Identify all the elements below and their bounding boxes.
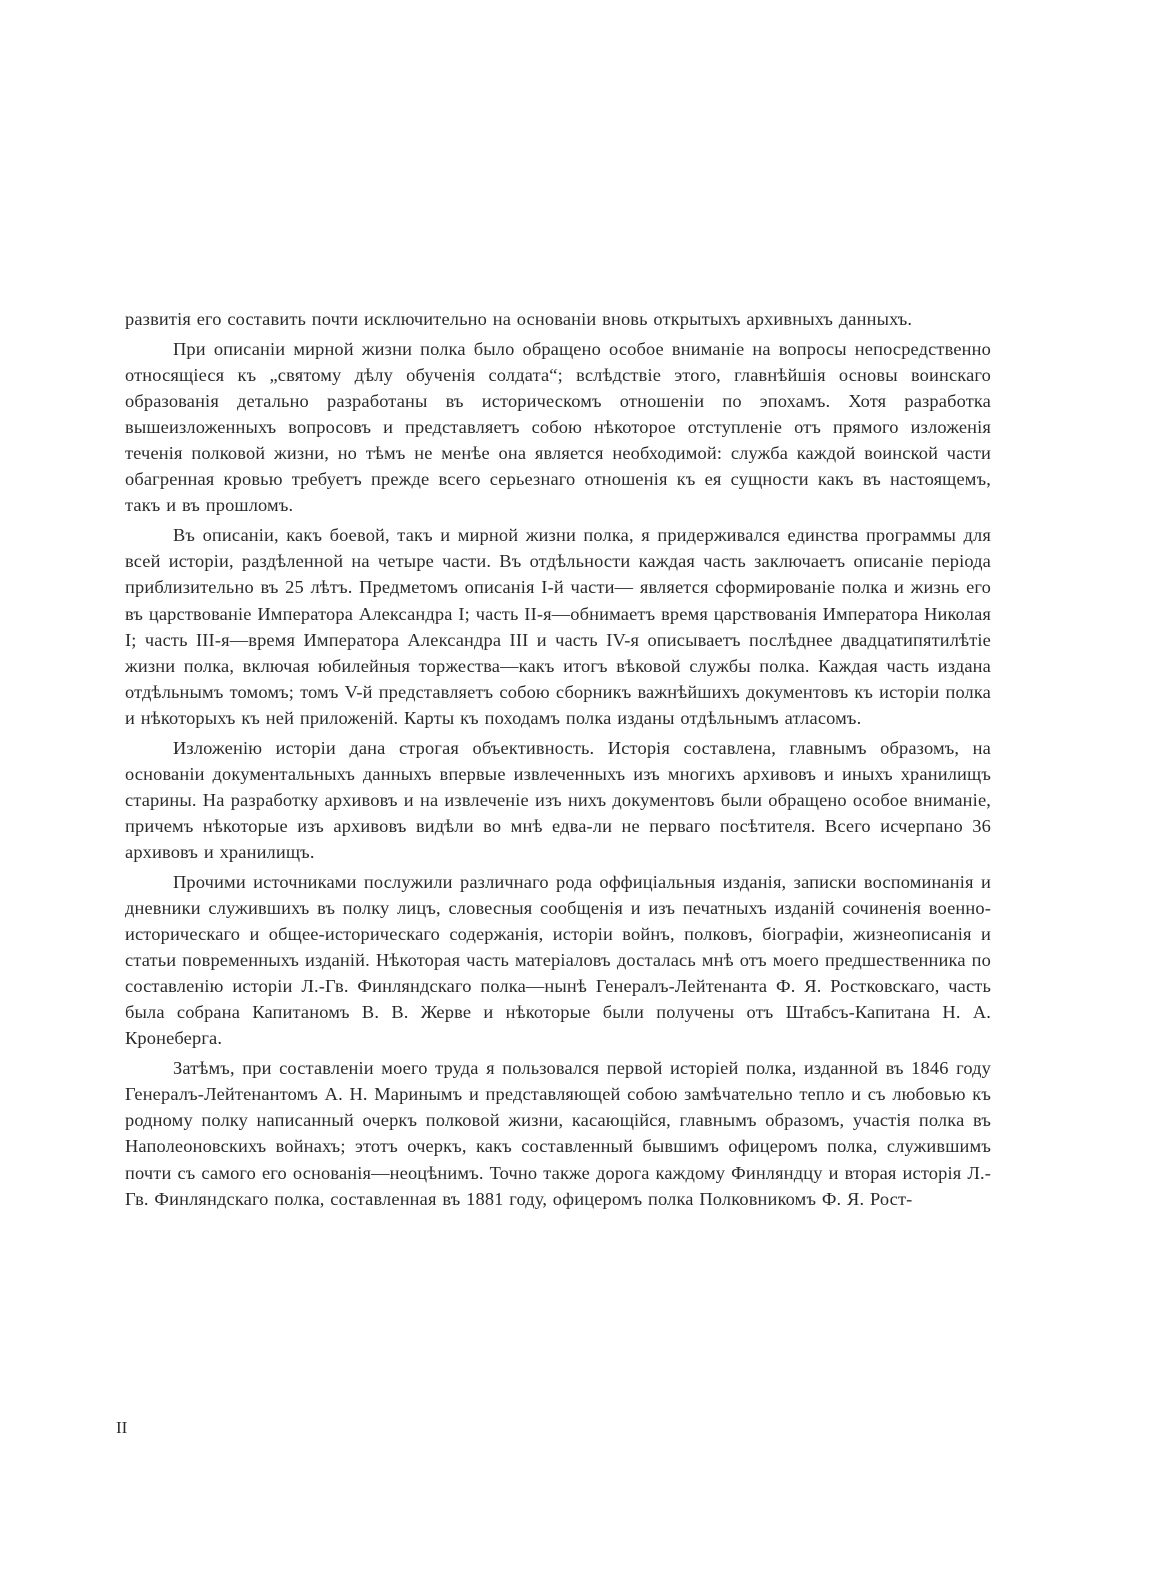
page-number: II (116, 1418, 128, 1437)
paragraph-objectivity: Изложенію исторіи дана строгая объективность. Исторія составлена, главнымъ образомъ, на основаніи документальныхъ данныхъ впервые извлеченныхъ изъ многихъ архивовъ и иныхъ хранилищъ старины. На разработку архивовъ и на извлеченіе изъ нихъ документовъ были обращено особое вниманіе, причемъ нѣкоторые изъ архивовъ видѣли во мнѣ едва-ли не перваго посѣтителя. Всего исчерпано 36 архивовъ и хранилищъ. (125, 737, 991, 862)
paragraph-first-history: Затѣмъ, при составленіи моего труда я пользовался первой исторіей полка, изданной въ 1846 году Генералъ-Лейтенантомъ А. Н. Маринымъ и представляющей собою замѣчательно тепло и съ любовью къ родному полку написанный очеркъ полковой жизни, касающійся, главнымъ образомъ, участія полка въ Наполеоновскихъ войнахъ; этотъ очеркъ, какъ составленный бывшимъ офицеромъ полка, служившимъ почти съ самого его основанія—неоцѣнимъ. Точно также дорога каждому Финляндцу и вторая исторія Л.-Гв. Финляндскаго полка, составленная въ 1881 году, офицеромъ полка Полковникомъ Ф. Я. Рост- (125, 1058, 991, 1209)
paragraph-program: Въ описаніи, какъ боевой, такъ и мирной жизни полка, я придерживался единства программы для всей исторіи, раздѣленной на четыре части. Въ отдѣльности каждая часть заключаетъ описаніе періода приблизительно въ 25 лѣтъ. Предметомъ описанія I-й части— является сформированіе полка и жизнь его въ царствованіе Императора Александра I; часть II-я—обнимаетъ время царствованія Императора Николая I; часть III-я—время Императора Александра III и часть IV-я описываетъ послѣднее двадцатипятилѣтіе жизни полка, включая юбилейныя торжества—какъ итогъ вѣковой службы полка. Каждая часть издана отдѣльнымъ томомъ; томъ V-й представляетъ собою сборникъ важнѣйшихъ документовъ къ исторіи полка и нѣкоторыхъ къ ней приложеній. Карты къ походамъ полка изданы отдѣльнымъ атласомъ. (125, 525, 991, 728)
paragraph-peaceful-life: При описаніи мирной жизни полка было обращено особое вниманіе на вопросы непосредственно относящіеся къ „святому дѣлу обученія солдата“; вслѣдствіе этого, главнѣйшія основы воинскаго образованія детально разработаны въ историческомъ отношеніи по эпохамъ. Хотя разработка вышеизложенныхъ вопросовъ и представляетъ собою нѣкоторое отступленіе отъ прямого изложенія теченія полковой жизни, но тѣмъ не менѣе она является необходимой: служба каждой воинской части обагренная кровью требуетъ прежде всего серьезнаго отношенія къ ея сущности какъ въ настоящемъ, такъ и въ прошломъ. (125, 339, 991, 516)
body-text (125, 306, 991, 1216)
paragraph-continuation: развитія его составить почти исключительно на основаніи вновь открытыхъ архивныхъ данныхъ. (125, 309, 913, 329)
paragraph-sources: Прочими источниками послужили различнаго рода оффиціальныя изданія, записки воспоминанія и дневники служившихъ въ полку лицъ, словесныя сообщенія и изъ печатныхъ изданій сочиненія военно-историческаго и общее-историческаго содержанія, исторіи войнъ, полковъ, біографіи, жизнеописанія и статьи повременныхъ изданій. Нѣкоторая часть матеріаловъ досталась мнѣ отъ моего предшественника по составленію исторіи Л.-Гв. Финляндскаго полка—нынѣ Генералъ-Лейтенанта Ф. Я. Ростковскаго, часть была собрана Капитаномъ В. В. Жерве и нѣкоторые были получены отъ Штабсъ-Капитана Н. А. Кронеберга. (125, 871, 991, 1049)
